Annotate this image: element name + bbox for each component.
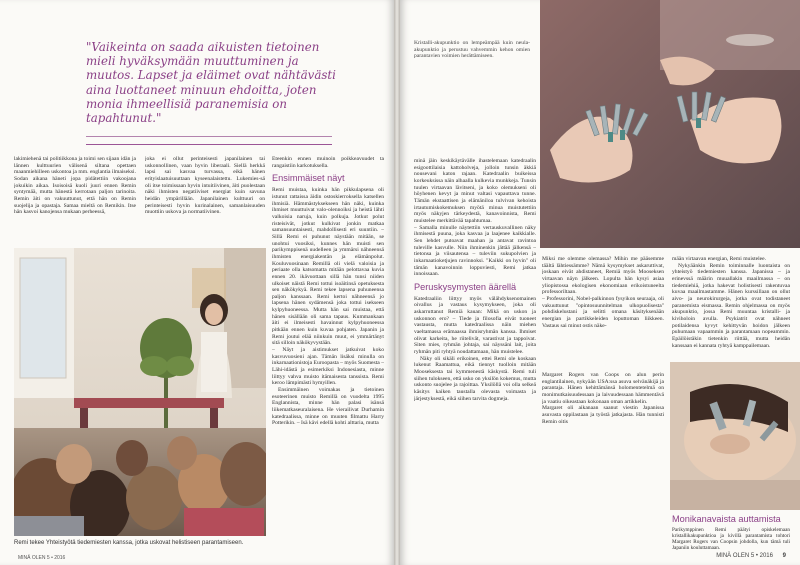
heading-peruskysymysten-aarella: Peruskysymysten äärellä xyxy=(414,281,517,292)
crystal-photo-caption xyxy=(414,40,530,68)
right-column-3-tail xyxy=(672,527,790,551)
crystal-hands-photo xyxy=(540,0,800,248)
page-number: 9 xyxy=(782,553,786,559)
crystal-hands-illustration xyxy=(540,0,800,248)
classroom-photo-illustration xyxy=(14,248,266,536)
left-column-1 xyxy=(14,156,136,242)
right-folio xyxy=(716,553,786,559)
quote-rule xyxy=(86,144,332,145)
right-folio-text: MINÄ OLEN 5 • 2016 xyxy=(716,553,773,559)
crystal-caption-text: Kristalli-akupunktio on lempeämpää kuin neula-akupunktio ja perustuu vahvemmin kehon omien parantavien voimien herättämiseen. xyxy=(414,40,530,60)
left-folio: MINÄ OLEN 5 • 2016 xyxy=(18,555,66,561)
right-col2-b: – Professorini, Nobel-palkinnon fysyikon seuraaja, oli vakuuttunut "opintosuunnitelman ulkopuolisesta" pohdiskelustani ja selitti omana käsityksenään energian ja partikkeleiden loputtoman liikkeen. Vastaus sai minut ostis näke- xyxy=(542,295,664,329)
left-col1-text: lakimiehenä tai politiikkona ja toimi sen sijaan idän ja lännen kulttuurien välisenä siltana opettaen maanmiehilleen uskontoa ja mm. englantia ilmaiseksi. Sodan aikana häneti jopa pidätettiin vakoojana jokuikin aikaa. Isoisoisä kuoli juuri ennen Remin syntymää, mutta hänestä kerrotaan paljon tarinoita. Remin äiti on vakuuttunut, että hän on Remin suojelija ja opastaja. Samaa mieltä on Remikin. Itse hän kasvoi kanojensa mukaan perheessä, xyxy=(14,156,136,216)
left-page xyxy=(0,0,394,565)
heading-ensimmaiset-nayt: Ensimmäiset näyt xyxy=(272,173,345,184)
left-column-3 xyxy=(272,156,384,536)
right-column-3 xyxy=(672,256,790,546)
quote-rule-top xyxy=(86,136,332,137)
right-col3-c: Parikymppinen Remi päätyi opiskelemaan kristallikakupunktioa ja kivillä parantamista tohtori Margaret Rogers van Coopsin johdolla, kun tämä tuli Japaniin kouluttamaan. xyxy=(672,527,790,551)
right-col3-b: Nykyäänkin Remin toiminnalle luontaista on yhteistyö tiedemiesten kanssa. Japanissa – ja erinevssä määrin muuallakin maailmassa – on tiedemiehiä, jotka hakevat holistisesti rakentuvaa kuvaa maailmastamme. Hänen kurssillaan on ollut aivo- ja neurokirurgeja, jotka ovat todistaneet paranemista eismassa. Remin ohjelmassa on myös akupunktio, jossa Remi muuntaa kristalli- ja kiviholoin avulla. Psykiatrit ovat nähneet potilaidensa kyvyt kehittyvän hoidon jälkeen puhumaan vapaammin ja parantamaan nopeammin. Epäilöistäkin tietenkin riittää, mutta heidän kanssaan ei kannata ryhtyä kamppailemaan. xyxy=(672,262,790,349)
right-col3-e: Margaret oli aikanaan saanut viestin Japanissa asuvasta oppilastaan ja työstä jatkajasta. Hän tunnisti Remin oitis xyxy=(542,405,664,425)
right-col1-c: Katedraaliin liittyy myös välähdyksenomainen oivallus ja vastaus kysymykseen, joka oli askarruttanut Remiä kauan: Mikä on uskon ja uskonnon ero? – Tiede ja filosofia eivät tuoneet vastausta, mutta katedraalissa näin miehen vaeltamassa erämaassa ihmisryhmän kanssa. Ihmiset olivat karkeita, he riitelivät, varastivat ja tappoivat. Siten mies, ryhmän johtaja, sai näyssäni lait, joita ryhmän piti ryhtyä noudattamaan, hän muistelee. xyxy=(414,295,536,356)
left-col3-intro: Eteenkin ennen muinoin poikkeavuudet ta rangaistiin karkotuksella. xyxy=(272,156,384,169)
left-col3-body3: Ensimmäinen voimakas ja tietoinen esoteerinen muisto Remillä on vuodelta 1995 Englannista, minne hän palasi isänsä liikematkaseuralaisena. He vierailivat Durhamin katedraalissa, minne on muuten filmattu Harry Potterikin. – Isä kävi edellä kohti alttaria, mutta xyxy=(272,387,384,427)
classroom-photo xyxy=(14,248,266,536)
left-col3-body2: – Näyt ja aistimukset jatkuivat koko kasvuvuosieni ajan. Tämän lisäksi minulla on inkarnaationistoja Euroopasta – myös Suomesta – Lähi-idästä ja esimerkiksi Indonesiasta, minne liittyy vahva muisto itämaisesta tanssista. Remi keroo lämpimästi hymyillen. xyxy=(272,347,384,387)
left-col3-body: Remi muistaa, kuinka hän pikkulapsena oli istunut rattaissa äidin ostoskierroksella katsellen ihmisiä. Hämmästyksekseen hän näki, kuinka ihmiset muuttuivat valo-olennoiksi ja heistä lähti valkoisia naruja, kuin polkuja. Jotkut polut risteisivät, jotkut kulkivat jonkin matkaa samansuuntaisesti, mahdollisesti eri suuntiin. – Sillä Remi ei puhunut näystään mitään, se unohtui vuosiksi, kunnes hän muisti sen parikymppisenä uudelleen ja ymmärsi nähneensä ihmisten energiakentän ja elämänpolut. Kouluvuosinaan Remillä oli vielä valoisia ja periaate olla katsomatta mitään pelottavaa kuvia ennen 20. ikävuottaan sillä hän tunsi niiden ulkoiset näistä Remi tottui isoäitinsä opetuksesta sen näkökykyä. Remi tekee lapsena puhuneensa paljon kanssaan. Remi kertoi nähneensä jo lapsena hänen sydämensä joka tottui isekseen kylpyhuoneessa. Mutta hän sai muistaa, että hänen sisällään oli sama tapaus. Kummankaan äiti ei ilmeisesti havainnut kylpyhuoneessa pitkään ennen kuin kuvaa pohjaten. Japanin ja Remi joutui elää niinkuin muut, ei ymmärtänyt sitä silloin näkökyvystään. xyxy=(272,187,384,347)
right-col2-text: Miksi me olemme olemassa? Mihin me pääsemme täältä lähtiessämme? Nämä kysymykset askaruttivat, joskaan eivät ahdistaneet, Remiä myös Mooseksen virtaavan näyn jälkeen. Lopulta hän kysyi asiaa yliopistossa ekologisen ekonomiaan erikoistuneelta professoriltaan. xyxy=(542,256,664,296)
photo-caption: Remi tekee Yhteistyötä tiedemiesten kanssa, jotka uskovat helistiseen parantamiseen. xyxy=(14,540,244,546)
right-column-2 xyxy=(542,256,664,366)
heading-monikanavaista-auttamista: Monikanavaista auttamista xyxy=(672,514,781,524)
right-col1-b: – Samalla minulle näytettiin vertauskuvallinen näky ihmisestä puuna, joka kasvaa ja laajenee kaikkialle. Sen lehdet putoavat maahan ja antavat ravintoa tuleville kasvulle. Niin ihminenkin jättää jälkensä – tietonsa ja viisautensa – tuleviin sukupolvien ja inkarnaatioketjujen ravinnoksi. "Kaikki on hyvin" oli tämän kanavoinnin loppuviesti, Remi jatkaa innoissaan. xyxy=(414,224,536,278)
left-col2-text: joka ei ollut perinteisesti japanilainen tai uskonnollinen, vaan hyvin liberaali. Siellä herkkä lapsi sai kasvaa turvassa, eikä hänen erityislaatuisuuttaan kyseenalaistettu. Lukemies-sä oli itse toimissaan hyvin intuitiivinen, äiti puolestaan näki ihmisten negatiiviset energiat kuin savuna heidän ympärillään. Japanilainen kulttuuri on perinteisesti hyvin kurinalainen, samanlaisuuden muottiin uskova ja normatiivinen. xyxy=(145,156,265,216)
right-col1-text: minä jäin keskikäytävälle ihastelemaan katedraalin esigoottilaisia kattoholveja, jolloin tunsin äkkiä nousevani katon rajaan. Katedraalin buikeissa korkeuksissa näin alhaalla kulkevia munkkeja. Tunsin tuulen virtaavan lävitseni, ja koko olemukseni oli höyhenen kevyt ja minut valtasi vapauttava tunne. Tämän ekstaattisen ja elämäniloa tulvivan kehoista irtautumiskokemuksen myötä minua muistutettiin myös näkyjen tärkeydestä, kanavoinnista, Remi muistelee merkittävää tapahtumaa. xyxy=(414,158,536,224)
right-col1-d: Näky oli sikäli erikoinen, ettei Remi ole koskaan lukenut Raamattua, eikä tiennyt tuolloin mitään Mooseksesta tai kymmenestä käskystä. Remi tuli siihen tulokseen, että usko on yksilön kokemus, mutta uskonto suojelee ja rajoittaa. Yksilöllä voi olla selkeä käsitys kaiken taustalla olevasta voimasta ja järjestyksestä, eikä siihen tarvita dogmeja. xyxy=(414,355,536,402)
left-column-2 xyxy=(145,156,265,242)
right-col3-d: Margaret Rogers van Coops on alun perin englantilainen, nykyään USA:ssa asuva selvänäkijä ja parantaja. Hänen kehittämänsä holomentetelmä on monimutkaisuudessaan ja laivuudessaan hämmentävä ja vaatiu oikeastaan kokonaan oman artikkelin. xyxy=(542,372,664,405)
right-column-1 xyxy=(414,158,536,546)
pull-quote: "Vaikeinta on saada aikuisten tietoinen mieli hyväksymään muuttuminen ja muutos. Lapset ja eläimet ovat nähtävästi aina luottaneet minuun ehdoitta, joten monia ihmeellisiä paranemisia on tapahtunut." xyxy=(86,40,336,126)
right-column-2-lower xyxy=(542,372,664,548)
right-col3-text: mään virtaavan energian, Remi muistelee. xyxy=(672,256,767,262)
